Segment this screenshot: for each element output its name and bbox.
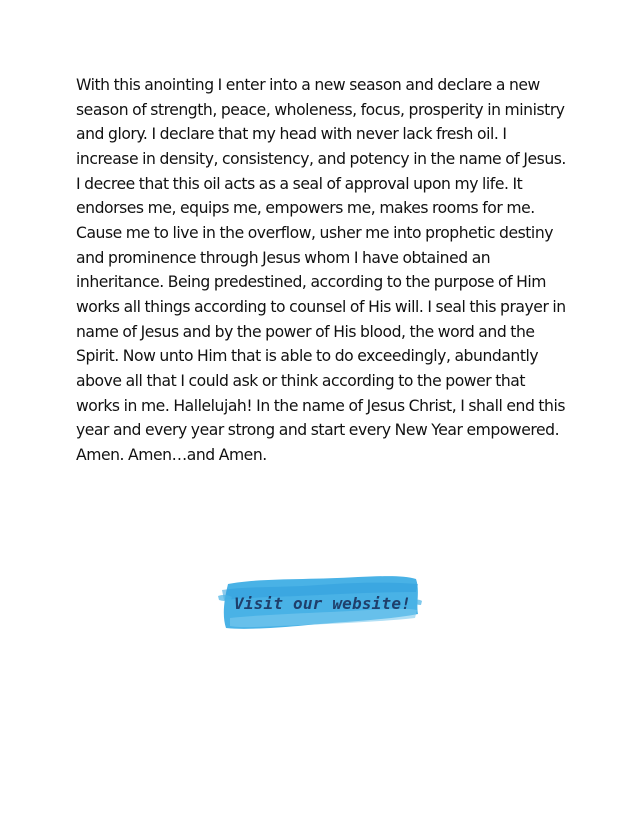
prayer-paragraph: With this anointing I enter into a new season and declare a new season of strength, peace, wholeness, focus, prosperity in ministry and glory. I declare that my head with never lack fresh oil. I increase in density, consistency, and potency in the name of Jesus. I decree that this oil acts as a seal of approval upon my life. It endorses me, equips me, empowers me, makes rooms for me. Cause me to live in the overflow, usher me into prophetic destiny and prominence through Jesus whom I have obtained an inheritance. Being predestined, according to the purpose of Him works all things according to counsel of His will. I seal this prayer in name of Jesus and by the power of His blood, the word and the Spirit. Now unto Him that is able to do exceedingly, abundantly above all that I could ask or think according to the power that works in me. Hallelujah! In the name of Jesus Christ, I shall end this year and every year strong and start every New Year empowered. Amen. Amen…and Amen. [76, 76, 566, 464]
visit-website-button[interactable] [218, 570, 422, 634]
visit-website-label: Visit our website! [234, 594, 411, 613]
